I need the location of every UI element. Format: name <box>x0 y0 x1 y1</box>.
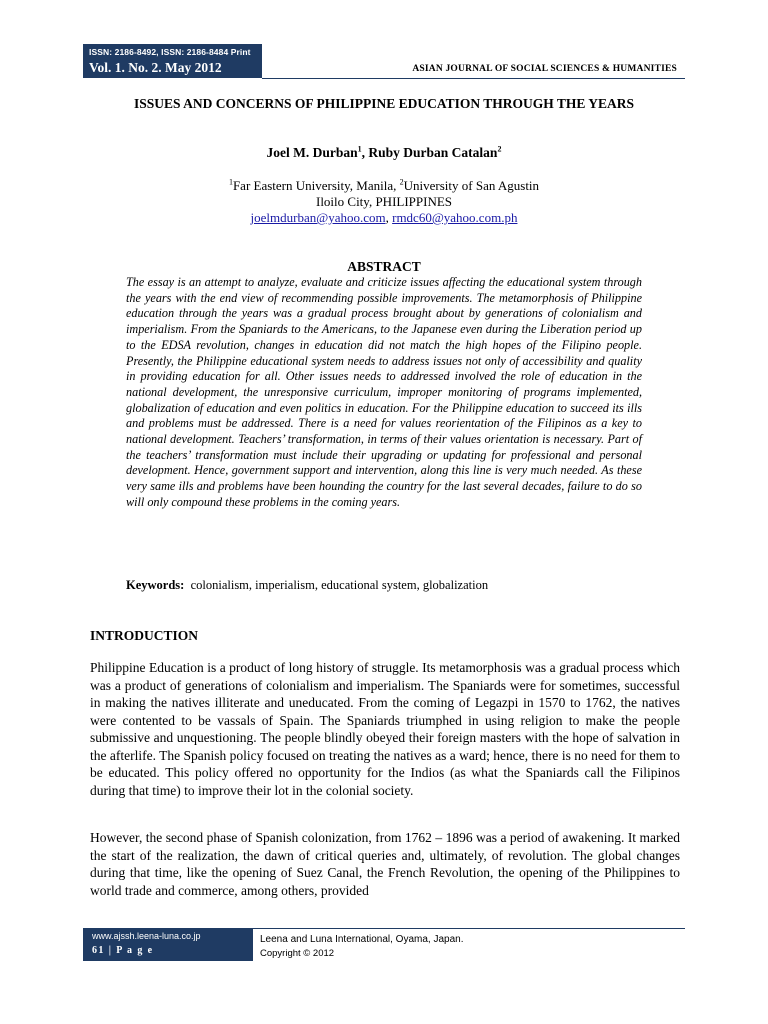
journal-name: ASIAN JOURNAL OF SOCIAL SCIENCES & HUMANITIES <box>412 64 677 74</box>
affiliation-text: University of San Agustin <box>403 178 540 193</box>
paper-title: ISSUES AND CONCERNS OF PHILIPPINE EDUCATION THROUGH THE YEARS <box>133 96 635 111</box>
body-paragraph-1: Philippine Education is a product of long history of struggle. Its metamorphosis was a gradual process which was a product of generations of colonialism and imperialism. The Spaniards were for sometimes, successful in making the natives illiterate and uneducated. From the coming of Legazpi in 1570 to 1762, the natives were contented to be vassals of Spain. The Spaniards triumphed in using religion to make the people submissive and unquestioning. The people blindly obeyed their foreign masters with the hope of salvation in the afterlife. The Spanish policy focused on treating the natives as a ward; hence, there is no need for them to be educated. This policy offered no opportunity for the Indios (as what the Spaniards call the Filipinos during that time) to improve their lot in the colonial society. <box>90 660 680 798</box>
body-paragraph-2: However, the second phase of Spanish colonization, from 1762 – 1896 was a period of awakening. It marked the start of the realization, the dawn of critical queries and, ultimately, of revolution. The global changes during that time, like the opening of Suez Canal, the French Revolution, the opening of the Philippines to world trade and commerce, among others, provided <box>90 830 680 898</box>
publisher-text: Leena and Luna International, Oyama, Japan. <box>260 934 464 945</box>
affiliation-line-2: Iloilo City, PHILIPPINES <box>315 194 453 209</box>
copyright-text: Copyright © 2012 <box>260 948 335 959</box>
affiliation-line-1 <box>0 178 768 194</box>
author-name: Joel M. Durban <box>266 145 358 160</box>
affiliations <box>0 178 768 226</box>
journal-header-box <box>83 44 262 78</box>
page-number: 61 | P a g e <box>92 945 154 956</box>
author-line: Joel M. Durban$^1$, Ruby Durban Catalan$^2$ <box>266 144 502 160</box>
abstract-text: The essay is an attempt to analyze, evaluate and criticize issues affecting the educational system through the years with the end view of recommending possible improvements. The metamorphosis of Philippine education through the years was a gradual process brought about by generations of colonialism and imperialism. From the Spaniards to the Americans, to the Japanese even during the Liberation period up to the EDSA revolution, changes in education did not match the high hopes of the Filipino people. Presently, the Philippine educational system needs to address issues not only of accessibility and quality in providing education for all. Other issues needs to addressed involved the role of education in the national development, the unresponsive curriculum, improper monitoring of programs implemented, globalization of education and even politics in education. For the Philippine education to succeed its ills and problems must be addressed. There is a need for values reorientation of the Filipinos as a key to national development. Teachers’ transformation, in terms of their values orientation is necessary. Part of the teachers’ transformation must include their upgrading or updating for professional and personal development. Hence, government support and intervention, along this line is very much needed. As these very same ills and problems have been hounding the country for the last several decades, failure to do so will only compound these problems in the coming years. <box>126 275 642 509</box>
author-superscript: 2 <box>497 144 502 154</box>
introduction-heading: INTRODUCTION <box>90 628 199 643</box>
author-name: Ruby Durban Catalan <box>368 145 498 160</box>
keywords-text: colonialism, imperialism, educational system, globalization <box>190 578 489 592</box>
footer-url[interactable]: www.ajssh.leena-luna.co.jp <box>92 931 201 941</box>
affiliation-superscript: 1 <box>228 177 233 187</box>
author-superscript: 1 <box>357 144 362 154</box>
affiliation-text: Far Eastern University, Manila, <box>232 178 400 193</box>
keywords-line <box>126 578 488 593</box>
abstract-heading: ABSTRACT <box>347 259 421 274</box>
footer-box <box>83 929 253 961</box>
issn-text: ISSN: 2186-8492, ISSN: 2186-8484 Print <box>89 47 251 57</box>
keywords-label: Keywords: <box>126 578 185 592</box>
email-link-1[interactable]: joelmdurban@yahoo.com <box>250 210 386 225</box>
email-link-2[interactable]: rmdc60@yahoo.com.ph <box>392 210 518 225</box>
affiliation-superscript: 2 <box>399 177 404 187</box>
email-line: joelmdurban@yahoo.com, rmdc60@yahoo.com.ph <box>250 210 518 225</box>
volume-text: Vol. 1. No. 2. May 2012 <box>89 60 222 75</box>
header-divider <box>262 78 685 79</box>
